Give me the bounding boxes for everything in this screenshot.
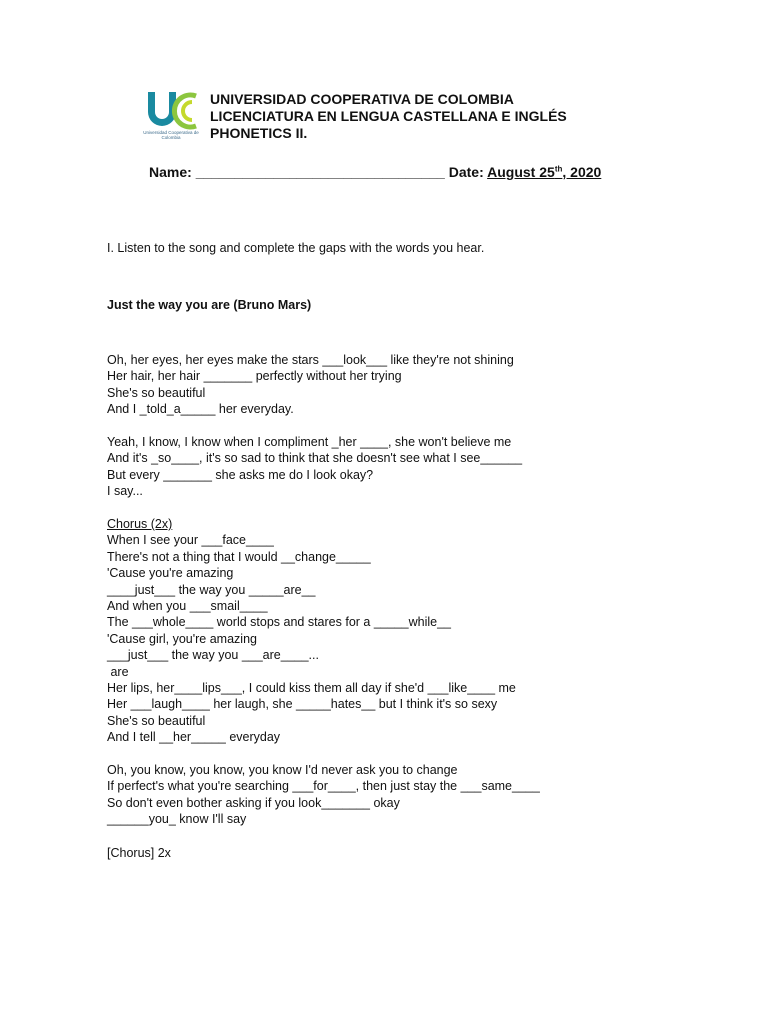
lyric-line: Oh, you know, you know, you know I'd never ask you to change xyxy=(107,763,458,777)
logo-caption: Universidad Cooperativa de Colombia xyxy=(143,130,199,140)
lyric-line: So don't even bother asking if you look_______ okay xyxy=(107,795,400,810)
logo-c-arc-inner xyxy=(183,102,192,120)
chorus xyxy=(107,516,516,746)
lyric-line: When I see your ___face____ xyxy=(107,533,274,548)
university-name: UNIVERSIDAD COOPERATIVA DE COLOMBIA xyxy=(210,91,514,107)
verse-1 xyxy=(107,352,514,418)
lyric-line: Yeah, I know, I know when I compliment _her ____, she won't believe me xyxy=(107,435,512,449)
verse-2 xyxy=(107,434,522,500)
lyric-line: But every _______ she asks me do I look okay? xyxy=(107,467,374,482)
lyric-line: There's not a thing that I would __change_____ xyxy=(107,549,371,564)
program-name: LICENCIATURA EN LENGUA CASTELLANA E INGLÉS xyxy=(210,108,567,124)
lyric-line: 'Cause girl, you're amazing xyxy=(107,631,257,646)
course-name: PHONETICS II. xyxy=(210,125,308,141)
lyric-line: And when you ___smail____ xyxy=(107,599,268,614)
lyric-line: Her hair, her hair _______ perfectly without her trying xyxy=(107,369,402,384)
lyric-line: ____just___ the way you _____are__ xyxy=(107,582,316,597)
lyric-line: If perfect's what you're searching ___for____, then just stay the ___same____ xyxy=(107,779,540,794)
song-title: Just the way you are (Bruno Mars) xyxy=(107,298,312,312)
date-label: Date: xyxy=(448,164,484,180)
name-label: Name: xyxy=(149,164,192,180)
lyric-line: And I tell __her_____ everyday xyxy=(107,730,281,745)
logo-u-shape xyxy=(148,92,176,126)
lyric-line: And it's _so____, it's so sad to think that she doesn't see what I see______ xyxy=(107,451,523,466)
outro xyxy=(107,845,171,861)
lyric-line: And I _told_a_____ her everyday. xyxy=(107,402,294,417)
lyric-line: Oh, her eyes, her eyes make the stars ___look___ like they're not shining xyxy=(107,353,514,367)
name-blank: ________________________________ xyxy=(195,164,445,180)
chorus-label: Chorus (2x) xyxy=(107,517,173,531)
lyric-line: She's so beautiful xyxy=(107,713,206,728)
lyric-line: ___just___ the way you ___are____... xyxy=(107,648,319,663)
logo-c-arc-outer xyxy=(174,95,196,127)
lyric-line: I say... xyxy=(107,484,143,499)
date-value: August 25th, 2020 xyxy=(487,164,602,180)
date-suffix: th xyxy=(554,164,563,174)
bridge xyxy=(107,762,540,828)
lyric-line: ______you_ know I'll say xyxy=(107,812,247,827)
lyric-line: Her ___laugh____ her laugh, she _____hates__ but I think it's so sexy xyxy=(107,697,498,712)
lyric-line: are xyxy=(107,664,129,679)
name-date-line xyxy=(149,164,601,180)
lyric-line: She's so beautiful xyxy=(107,385,206,400)
document-header xyxy=(210,91,567,142)
instruction-text: I. Listen to the song and complete the gaps with the words you hear. xyxy=(107,241,485,255)
lyric-line: Her lips, her____lips___, I could kiss them all day if she'd ___like____ me xyxy=(107,681,516,696)
outro-line: [Chorus] 2x xyxy=(107,846,171,860)
lyric-line: The ___whole____ world stops and stares for a _____while__ xyxy=(107,615,451,630)
lyric-line: 'Cause you're amazing xyxy=(107,566,234,581)
